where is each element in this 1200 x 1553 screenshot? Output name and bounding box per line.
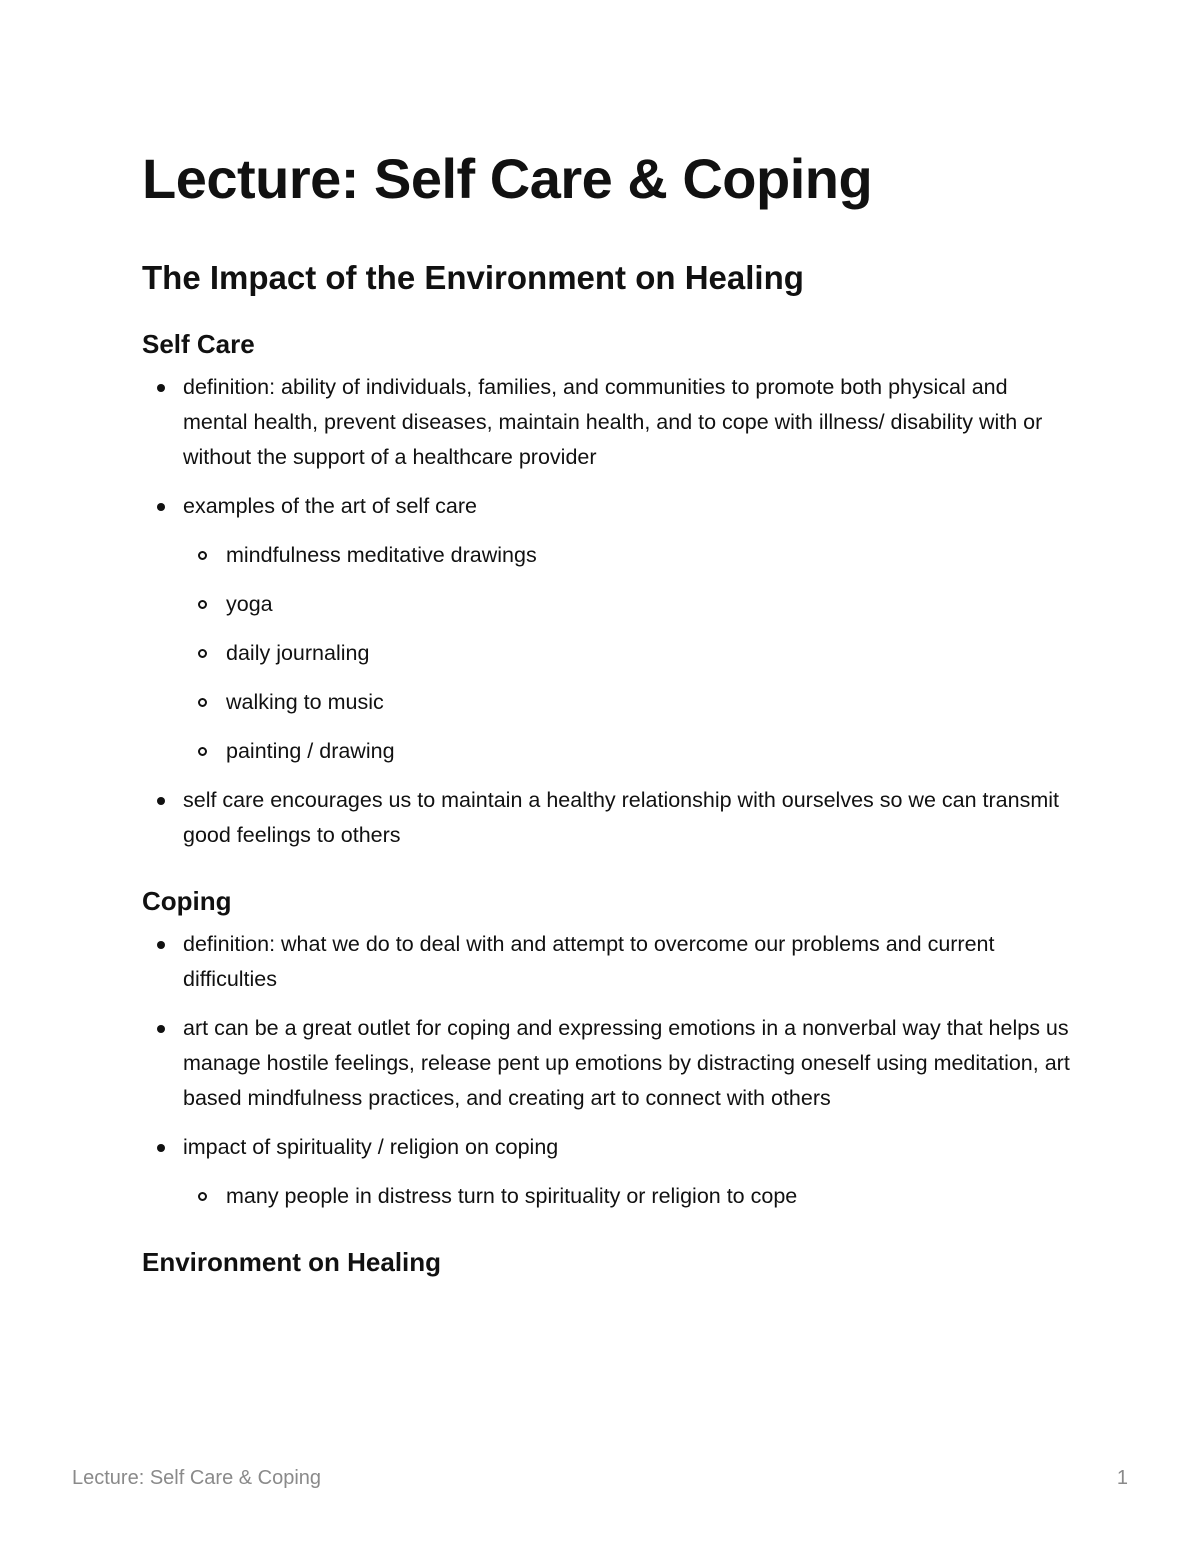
self-care-list xyxy=(142,370,1072,853)
footer-title: Lecture: Self Care & Coping xyxy=(72,1467,322,1489)
list-item xyxy=(142,783,1072,853)
sub-list-item: walking to music xyxy=(183,685,1072,720)
subheading-coping: Coping xyxy=(142,886,232,916)
sub-list-item: many people in distress turn to spirituality or religion to cope xyxy=(183,1179,1072,1214)
list-item xyxy=(142,927,1072,997)
list-item-text: examples of the art of self care xyxy=(183,494,477,518)
list-item xyxy=(142,1130,1072,1214)
list-item xyxy=(142,1011,1072,1116)
section-heading: The Impact of the Environment on Healing xyxy=(142,259,804,296)
list-item-text: self care encourages us to maintain a healthy relationship with ourselves so we can transmit good feelings to others xyxy=(183,788,1059,847)
page-number: 1 xyxy=(1116,1467,1128,1489)
list-item xyxy=(142,370,1072,475)
list-item-text: definition: ability of individuals, families, and communities to promote both physical and mental health, prevent diseases, maintain health, and to cope with illness/ disability with or without the support of a healthcare provider xyxy=(183,375,1043,469)
sub-list-item: yoga xyxy=(183,587,1072,622)
coping-list xyxy=(142,927,1072,1214)
document-title: Lecture: Self Care & Coping xyxy=(142,147,873,210)
list-item xyxy=(142,489,1072,769)
page-content xyxy=(142,140,1072,1282)
sub-list-item: mindfulness meditative drawings xyxy=(183,538,1072,573)
subheading-environment-on-healing: Environment on Healing xyxy=(142,1247,442,1277)
list-item-text: art can be a great outlet for coping and expressing emotions in a nonverbal way that helps us manage hostile feelings, release pent up emotions by distracting oneself using meditation, art based mindfulness practices, and creating art to connect with others xyxy=(183,1016,1070,1110)
list-item-text: definition: what we do to deal with and attempt to overcome our problems and current difficulties xyxy=(183,932,995,991)
sub-list-item: painting / drawing xyxy=(183,734,1072,769)
list-item-text: impact of spirituality / religion on coping xyxy=(183,1135,559,1159)
subheading-self-care: Self Care xyxy=(142,329,255,359)
sub-list-item: daily journaling xyxy=(183,636,1072,671)
spirituality-list xyxy=(183,1179,1072,1214)
self-care-examples-list xyxy=(183,538,1072,769)
